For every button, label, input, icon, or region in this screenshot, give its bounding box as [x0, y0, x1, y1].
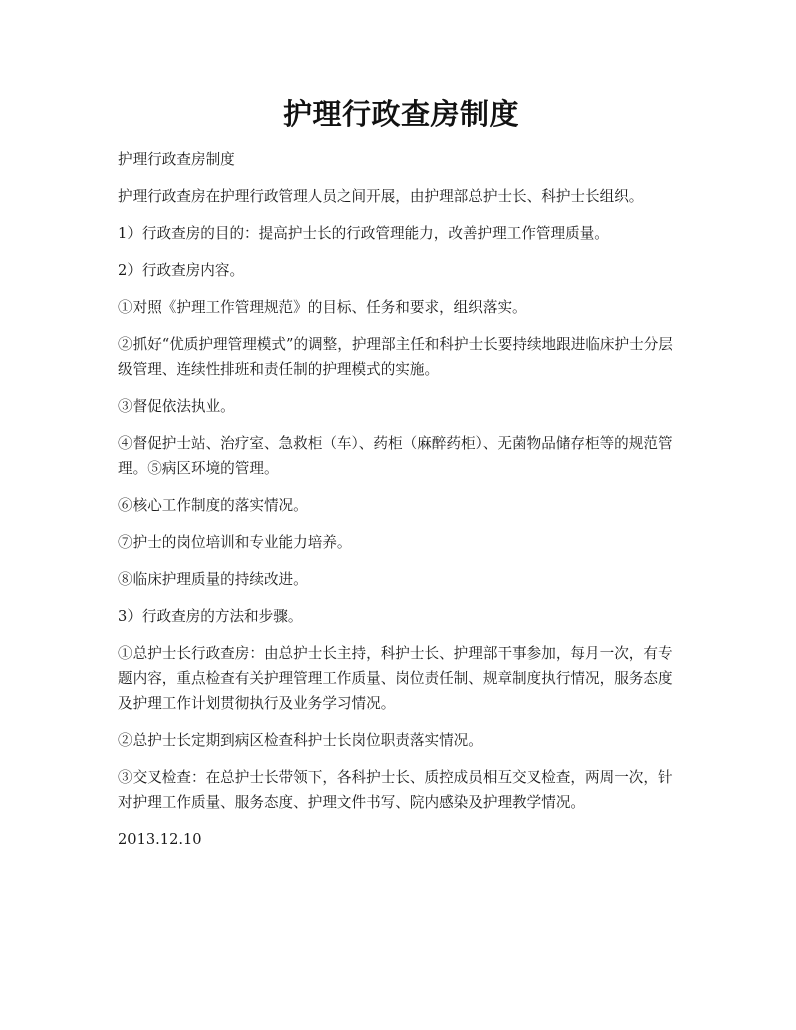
paragraph-item-4-5: ④督促护士站、治疗室、急救柜（车）、药柜（麻醉药柜）、无菌物品储存柜等的规范管理。⑤病区环境的管理。 [118, 435, 673, 477]
paragraph-method-heading: 3）行政查房的方法和步骤。 [118, 608, 303, 625]
paragraph-item-3: ③督促依法执业。 [118, 398, 235, 415]
paragraph-subtitle: 护理行政查房制度 [118, 151, 235, 168]
paragraph-purpose: 1）行政查房的目的：提高护士长的行政管理能力，改善护理工作管理质量。 [118, 225, 609, 242]
paragraph-method-3: ③交叉检查：在总护士长带领下，各科护士长、质控成员相互交叉检查，两周一次，针对护理工作质量、服务态度、护理文件书写、院内感染及护理教学情况。 [118, 769, 673, 811]
paragraph-item-1: ①对照《护理工作管理规范》的目标、任务和要求，组织落实。 [118, 299, 527, 316]
paragraph-item-7: ⑦护士的岗位培训和专业能力培养。 [118, 534, 352, 551]
paragraph-item-8: ⑧临床护理质量的持续改进。 [118, 571, 308, 588]
document-body [118, 147, 684, 852]
paragraph-intro: 护理行政查房在护理行政管理人员之间开展，由护理部总护士长、科护士长组织。 [118, 188, 644, 205]
paragraph-item-6: ⑥核心工作制度的落实情况。 [118, 497, 308, 514]
document-title: 护理行政查房制度 [282, 97, 519, 131]
paragraph-item-2: ②抓好“优质护理管理模式”的调整，护理部主任和科护士长要持续地跟进临床护士分层级管理、连续性排班和责任制的护理模式的实施。 [118, 336, 673, 378]
paragraph-method-2: ②总护士长定期到病区检查科护士长岗位职责落实情况。 [118, 732, 483, 749]
paragraph-content-heading: 2）行政查房内容。 [118, 262, 245, 279]
paragraph-method-1: ①总护士长行政查房：由总护士长主持，科护士长、护理部干事参加，每月一次，有专题内容，重点检查有关护理管理工作质量、岗位责任制、规章制度执行情况，服务态度及护理工作计划贯彻执行及业务学习情况。 [118, 645, 673, 712]
document-date: 2013.12.10 [118, 831, 202, 848]
